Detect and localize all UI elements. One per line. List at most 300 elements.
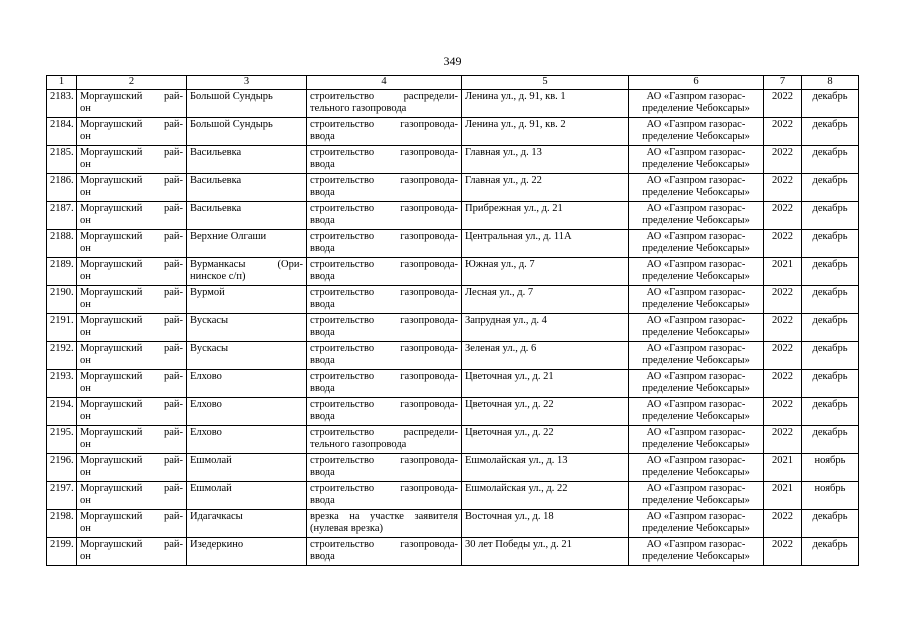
month-cell [802,202,859,230]
year-cell [764,146,802,174]
month-cell [802,342,859,370]
district-cell-line: Моргаушский рай- [80,455,183,466]
work-type-cell-line: строительство газопровода- [310,203,458,214]
organization-cell-line: АО «Газпром газорас- [646,539,746,550]
year-cell [764,342,802,370]
address-cell [462,398,629,426]
month-cell-line: декабрь [812,91,848,102]
address-cell-line: Цветочная ул., д. 22 [465,399,554,410]
work-type-cell-line: ввода [310,299,335,310]
organization-cell-line: АО «Газпром газорас- [646,427,746,438]
district-cell [77,314,187,342]
year-cell-line: 2022 [772,203,793,214]
row-number-cell-line: 2192. [50,343,74,354]
work-type-cell-line: ввода [310,215,335,226]
work-type-cell-line: ввода [310,187,335,198]
year-cell-line: 2022 [772,287,793,298]
month-cell-line: ноябрь [814,455,846,466]
month-cell-line: декабрь [812,539,848,550]
organization-cell [629,146,764,174]
table-row [47,538,859,566]
district-cell-line: Моргаушский рай- [80,231,183,242]
district-cell-line: он [80,271,91,282]
work-type-cell-line: ввода [310,271,335,282]
organization-cell-line: пределение Чебоксары» [642,551,750,562]
work-type-cell-line: ввода [310,467,335,478]
district-cell-line: он [80,187,91,198]
work-type-cell-line: строительство газопровода- [310,539,458,550]
row-number-cell-line: 2183. [50,91,74,102]
row-number-cell-line: 2199. [50,539,74,550]
district-cell-line: он [80,355,91,366]
page-number: 349 [443,54,462,68]
district-cell-line: он [80,411,91,422]
organization-cell-line: пределение Чебоксары» [642,215,750,226]
organization-cell-line: пределение Чебоксары» [642,383,750,394]
organization-cell [629,398,764,426]
table-row [47,342,859,370]
row-number-cell [47,342,77,370]
row-number-cell-line: 2194. [50,399,74,410]
district-cell [77,258,187,286]
organization-cell [629,510,764,538]
row-number-cell [47,202,77,230]
row-number-cell [47,370,77,398]
address-cell [462,454,629,482]
row-number-cell [47,314,77,342]
district-cell-line: Моргаушский рай- [80,259,183,270]
month-cell-line: декабрь [812,399,848,410]
organization-cell-line: пределение Чебоксары» [642,131,750,142]
address-cell [462,314,629,342]
locality-cell [187,258,307,286]
month-cell-line: декабрь [812,427,848,438]
address-cell [462,510,629,538]
locality-cell-line: Большой Сундырь [190,119,273,130]
work-type-cell-line: ввода [310,159,335,170]
table-row [47,286,859,314]
address-cell [462,90,629,118]
year-cell [764,174,802,202]
month-cell-line: декабрь [812,371,848,382]
year-cell-line: 2021 [772,483,793,494]
district-cell [77,538,187,566]
locality-cell [187,202,307,230]
locality-cell-line: Вурмой [190,287,225,298]
month-cell-line: декабрь [812,203,848,214]
year-cell-line: 2022 [772,315,793,326]
locality-cell [187,174,307,202]
work-type-cell-line: ввода [310,495,335,506]
year-cell [764,118,802,146]
district-cell-line: он [80,243,91,254]
organization-cell-line: АО «Газпром газорас- [646,91,746,102]
work-type-cell [307,202,462,230]
district-cell [77,202,187,230]
locality-cell-line: Ешмолай [190,455,232,466]
district-cell [77,146,187,174]
district-cell-line: он [80,159,91,170]
address-cell [462,118,629,146]
address-cell-line: Ленина ул., д. 91, кв. 2 [465,119,566,130]
work-type-cell [307,314,462,342]
address-cell-line: Зеленая ул., д. 6 [465,343,537,354]
locality-cell [187,398,307,426]
year-cell-line: 2022 [772,511,793,522]
organization-cell [629,454,764,482]
locality-cell-line: Верхние Олгаши [190,231,267,242]
district-cell-line: Моргаушский рай- [80,427,183,438]
year-cell [764,258,802,286]
month-cell [802,510,859,538]
locality-cell-line: Ешмолай [190,483,232,494]
row-number-cell [47,258,77,286]
district-cell [77,510,187,538]
address-cell [462,482,629,510]
district-cell-line: Моргаушский рай- [80,203,183,214]
district-cell-line: Моргаушский рай- [80,399,183,410]
locality-cell-line: нинское с/п) [190,271,246,282]
address-cell-line: Южная ул., д. 7 [465,259,535,270]
district-cell [77,342,187,370]
district-cell [77,398,187,426]
month-cell [802,258,859,286]
row-number-cell-line: 2184. [50,119,74,130]
table-row [47,370,859,398]
work-type-cell-line: тельного газопровода [310,103,407,114]
month-cell-line: декабрь [812,119,848,130]
month-cell-line: декабрь [812,175,848,186]
organization-cell-line: АО «Газпром газорас- [646,119,746,130]
district-cell-line: Моргаушский рай- [80,315,183,326]
organization-cell-line: пределение Чебоксары» [642,495,750,506]
organization-cell-line: АО «Газпром газорас- [646,371,746,382]
organization-cell [629,538,764,566]
table-row [47,202,859,230]
address-cell [462,370,629,398]
organization-cell [629,314,764,342]
organization-cell-line: АО «Газпром газорас- [646,483,746,494]
address-cell [462,258,629,286]
locality-cell-line: Большой Сундырь [190,91,273,102]
address-cell [462,146,629,174]
organization-cell-line: АО «Газпром газорас- [646,315,746,326]
row-number-cell [47,510,77,538]
month-cell [802,174,859,202]
organization-cell-line: АО «Газпром газорас- [646,231,746,242]
work-type-cell-line: ввода [310,243,335,254]
work-type-cell-line: (нулевая врезка) [310,523,383,534]
month-cell-line: декабрь [812,287,848,298]
organization-cell-line: пределение Чебоксары» [642,271,750,282]
work-type-cell-line: ввода [310,355,335,366]
table-row [47,174,859,202]
locality-cell-line: Елхово [190,399,222,410]
year-cell-line: 2021 [772,455,793,466]
district-cell-line: он [80,439,91,450]
locality-cell [187,370,307,398]
year-cell [764,314,802,342]
locality-cell [187,230,307,258]
month-cell [802,230,859,258]
locality-cell [187,90,307,118]
year-cell [764,202,802,230]
row-number-cell-line: 2198. [50,511,74,522]
district-cell [77,482,187,510]
work-type-cell-line: строительство газопровода- [310,231,458,242]
row-number-cell-line: 2190. [50,287,74,298]
locality-cell [187,510,307,538]
header-row [47,76,859,90]
month-cell-line: декабрь [812,231,848,242]
year-cell [764,426,802,454]
table-row [47,230,859,258]
row-number-cell [47,482,77,510]
column-header: 4 [307,76,462,90]
work-type-cell [307,454,462,482]
district-cell-line: он [80,103,91,114]
address-cell-line: Лесная ул., д. 7 [465,287,534,298]
locality-cell-line: Елхово [190,371,222,382]
row-number-cell [47,174,77,202]
district-cell-line: он [80,215,91,226]
locality-cell-line: Вускасы [190,343,229,354]
work-type-cell-line: строительство газопровода- [310,483,458,494]
work-type-cell [307,230,462,258]
month-cell [802,482,859,510]
year-cell-line: 2022 [772,231,793,242]
month-cell-line: декабрь [812,259,848,270]
row-number-cell [47,230,77,258]
organization-cell-line: АО «Газпром газорас- [646,455,746,466]
locality-cell-line: Васильевка [190,175,242,186]
year-cell [764,90,802,118]
district-cell [77,90,187,118]
address-cell-line: Запрудная ул., д. 4 [465,315,547,326]
row-number-cell [47,118,77,146]
work-type-cell-line: ввода [310,551,335,562]
month-cell-line: декабрь [812,147,848,158]
work-type-cell-line: строительство газопровода- [310,119,458,130]
address-cell-line: Ленина ул., д. 91, кв. 1 [465,91,566,102]
work-type-cell [307,510,462,538]
district-cell [77,370,187,398]
year-cell [764,482,802,510]
district-cell-line: Моргаушский рай- [80,175,183,186]
address-cell-line: Ешмолайская ул., д. 22 [465,483,568,494]
year-cell [764,370,802,398]
month-cell-line: декабрь [812,511,848,522]
address-cell-line: Главная ул., д. 22 [465,175,542,186]
row-number-cell-line: 2191. [50,315,74,326]
organization-cell-line: АО «Газпром газорас- [646,203,746,214]
year-cell-line: 2022 [772,175,793,186]
district-cell-line: он [80,467,91,478]
address-cell-line: Центральная ул., д. 11А [465,231,572,242]
work-type-cell [307,482,462,510]
district-cell-line: он [80,327,91,338]
work-type-cell [307,146,462,174]
locality-cell-line: Вускасы [190,315,229,326]
district-cell [77,230,187,258]
organization-cell [629,426,764,454]
work-type-cell-line: ввода [310,411,335,422]
organization-cell-line: пределение Чебоксары» [642,327,750,338]
district-cell [77,426,187,454]
locality-cell [187,118,307,146]
locality-cell-line: Вурманкасы (Ори- [190,259,303,270]
year-cell [764,538,802,566]
district-cell-line: Моргаушский рай- [80,119,183,130]
year-cell [764,454,802,482]
address-cell-line: Цветочная ул., д. 21 [465,371,554,382]
column-header: 1 [47,76,77,90]
column-header: 3 [187,76,307,90]
district-cell-line: он [80,383,91,394]
address-cell [462,202,629,230]
work-type-cell-line: строительство газопровода- [310,343,458,354]
month-cell [802,426,859,454]
column-header: 8 [802,76,859,90]
district-cell-line: Моргаушский рай- [80,511,183,522]
year-cell [764,398,802,426]
year-cell-line: 2022 [772,343,793,354]
organization-cell-line: АО «Газпром газорас- [646,175,746,186]
work-type-cell [307,174,462,202]
district-cell [77,174,187,202]
district-cell-line: Моргаушский рай- [80,343,183,354]
work-type-cell [307,258,462,286]
address-cell [462,174,629,202]
organization-cell-line: АО «Газпром газорас- [646,343,746,354]
row-number-cell-line: 2193. [50,371,74,382]
organization-cell [629,174,764,202]
organization-cell-line: пределение Чебоксары» [642,187,750,198]
table-row [47,426,859,454]
year-cell [764,510,802,538]
district-cell-line: он [80,551,91,562]
work-type-cell-line: врезка на участке заявителя [310,511,458,522]
month-cell-line: ноябрь [814,483,846,494]
district-cell-line: он [80,523,91,534]
district-cell-line: Моргаушский рай- [80,287,183,298]
month-cell [802,118,859,146]
year-cell-line: 2022 [772,91,793,102]
organization-cell-line: пределение Чебоксары» [642,355,750,366]
organization-cell-line: АО «Газпром газорас- [646,399,746,410]
row-number-cell [47,90,77,118]
month-cell [802,286,859,314]
district-cell-line: Моргаушский рай- [80,539,183,550]
address-cell-line: Восточная ул., д. 18 [465,511,554,522]
district-cell-line: он [80,299,91,310]
year-cell-line: 2022 [772,119,793,130]
row-number-cell-line: 2188. [50,231,74,242]
organization-cell-line: пределение Чебоксары» [642,243,750,254]
table-row [47,454,859,482]
address-cell [462,342,629,370]
work-type-cell [307,342,462,370]
month-cell-line: декабрь [812,315,848,326]
locality-cell [187,482,307,510]
month-cell [802,314,859,342]
work-type-cell-line: тельного газопровода [310,439,407,450]
district-cell-line: он [80,131,91,142]
district-cell [77,454,187,482]
locality-cell-line: Васильевка [190,147,242,158]
locality-cell [187,454,307,482]
organization-cell-line: АО «Газпром газорас- [646,147,746,158]
year-cell-line: 2022 [772,371,793,382]
work-type-cell-line: строительство газопровода- [310,175,458,186]
locality-cell [187,538,307,566]
district-cell-line: Моргаушский рай- [80,91,183,102]
work-type-cell-line: строительство газопровода- [310,147,458,158]
row-number-cell-line: 2197. [50,483,74,494]
district-cell-line: Моргаушский рай- [80,483,183,494]
row-number-cell-line: 2185. [50,147,74,158]
year-cell-line: 2022 [772,399,793,410]
row-number-cell-line: 2189. [50,259,74,270]
organization-cell-line: пределение Чебоксары» [642,439,750,450]
work-type-cell [307,286,462,314]
month-cell [802,538,859,566]
address-cell [462,230,629,258]
organization-cell-line: АО «Газпром газорас- [646,511,746,522]
organization-cell-line: пределение Чебоксары» [642,467,750,478]
year-cell-line: 2021 [772,259,793,270]
address-cell [462,538,629,566]
table-row [47,258,859,286]
district-cell-line: Моргаушский рай- [80,371,183,382]
locality-cell-line: Васильевка [190,203,242,214]
work-type-cell [307,90,462,118]
address-cell-line: Прибрежная ул., д. 21 [465,203,563,214]
organization-cell [629,482,764,510]
month-cell [802,90,859,118]
address-cell [462,286,629,314]
row-number-cell [47,454,77,482]
locality-cell-line: Идагачкасы [190,511,243,522]
column-header: 6 [629,76,764,90]
column-header: 5 [462,76,629,90]
work-type-cell-line: строительство газопровода- [310,315,458,326]
locality-cell-line: Изедеркино [190,539,244,550]
month-cell [802,454,859,482]
column-header: 2 [77,76,187,90]
year-cell-line: 2022 [772,147,793,158]
district-cell-line: он [80,495,91,506]
row-number-cell-line: 2187. [50,203,74,214]
address-cell [462,426,629,454]
work-type-cell-line: строительство газопровода- [310,455,458,466]
locality-cell [187,342,307,370]
organization-cell [629,202,764,230]
table-row [47,510,859,538]
work-type-cell-line: ввода [310,383,335,394]
month-cell-line: декабрь [812,343,848,354]
row-number-cell [47,286,77,314]
organization-cell-line: пределение Чебоксары» [642,523,750,534]
organization-cell [629,258,764,286]
organization-cell [629,118,764,146]
table-row [47,482,859,510]
table-row [47,398,859,426]
work-type-cell-line: строительство распредели- [310,427,458,438]
month-cell [802,146,859,174]
organization-cell-line: АО «Газпром газорас- [646,287,746,298]
locality-cell [187,146,307,174]
